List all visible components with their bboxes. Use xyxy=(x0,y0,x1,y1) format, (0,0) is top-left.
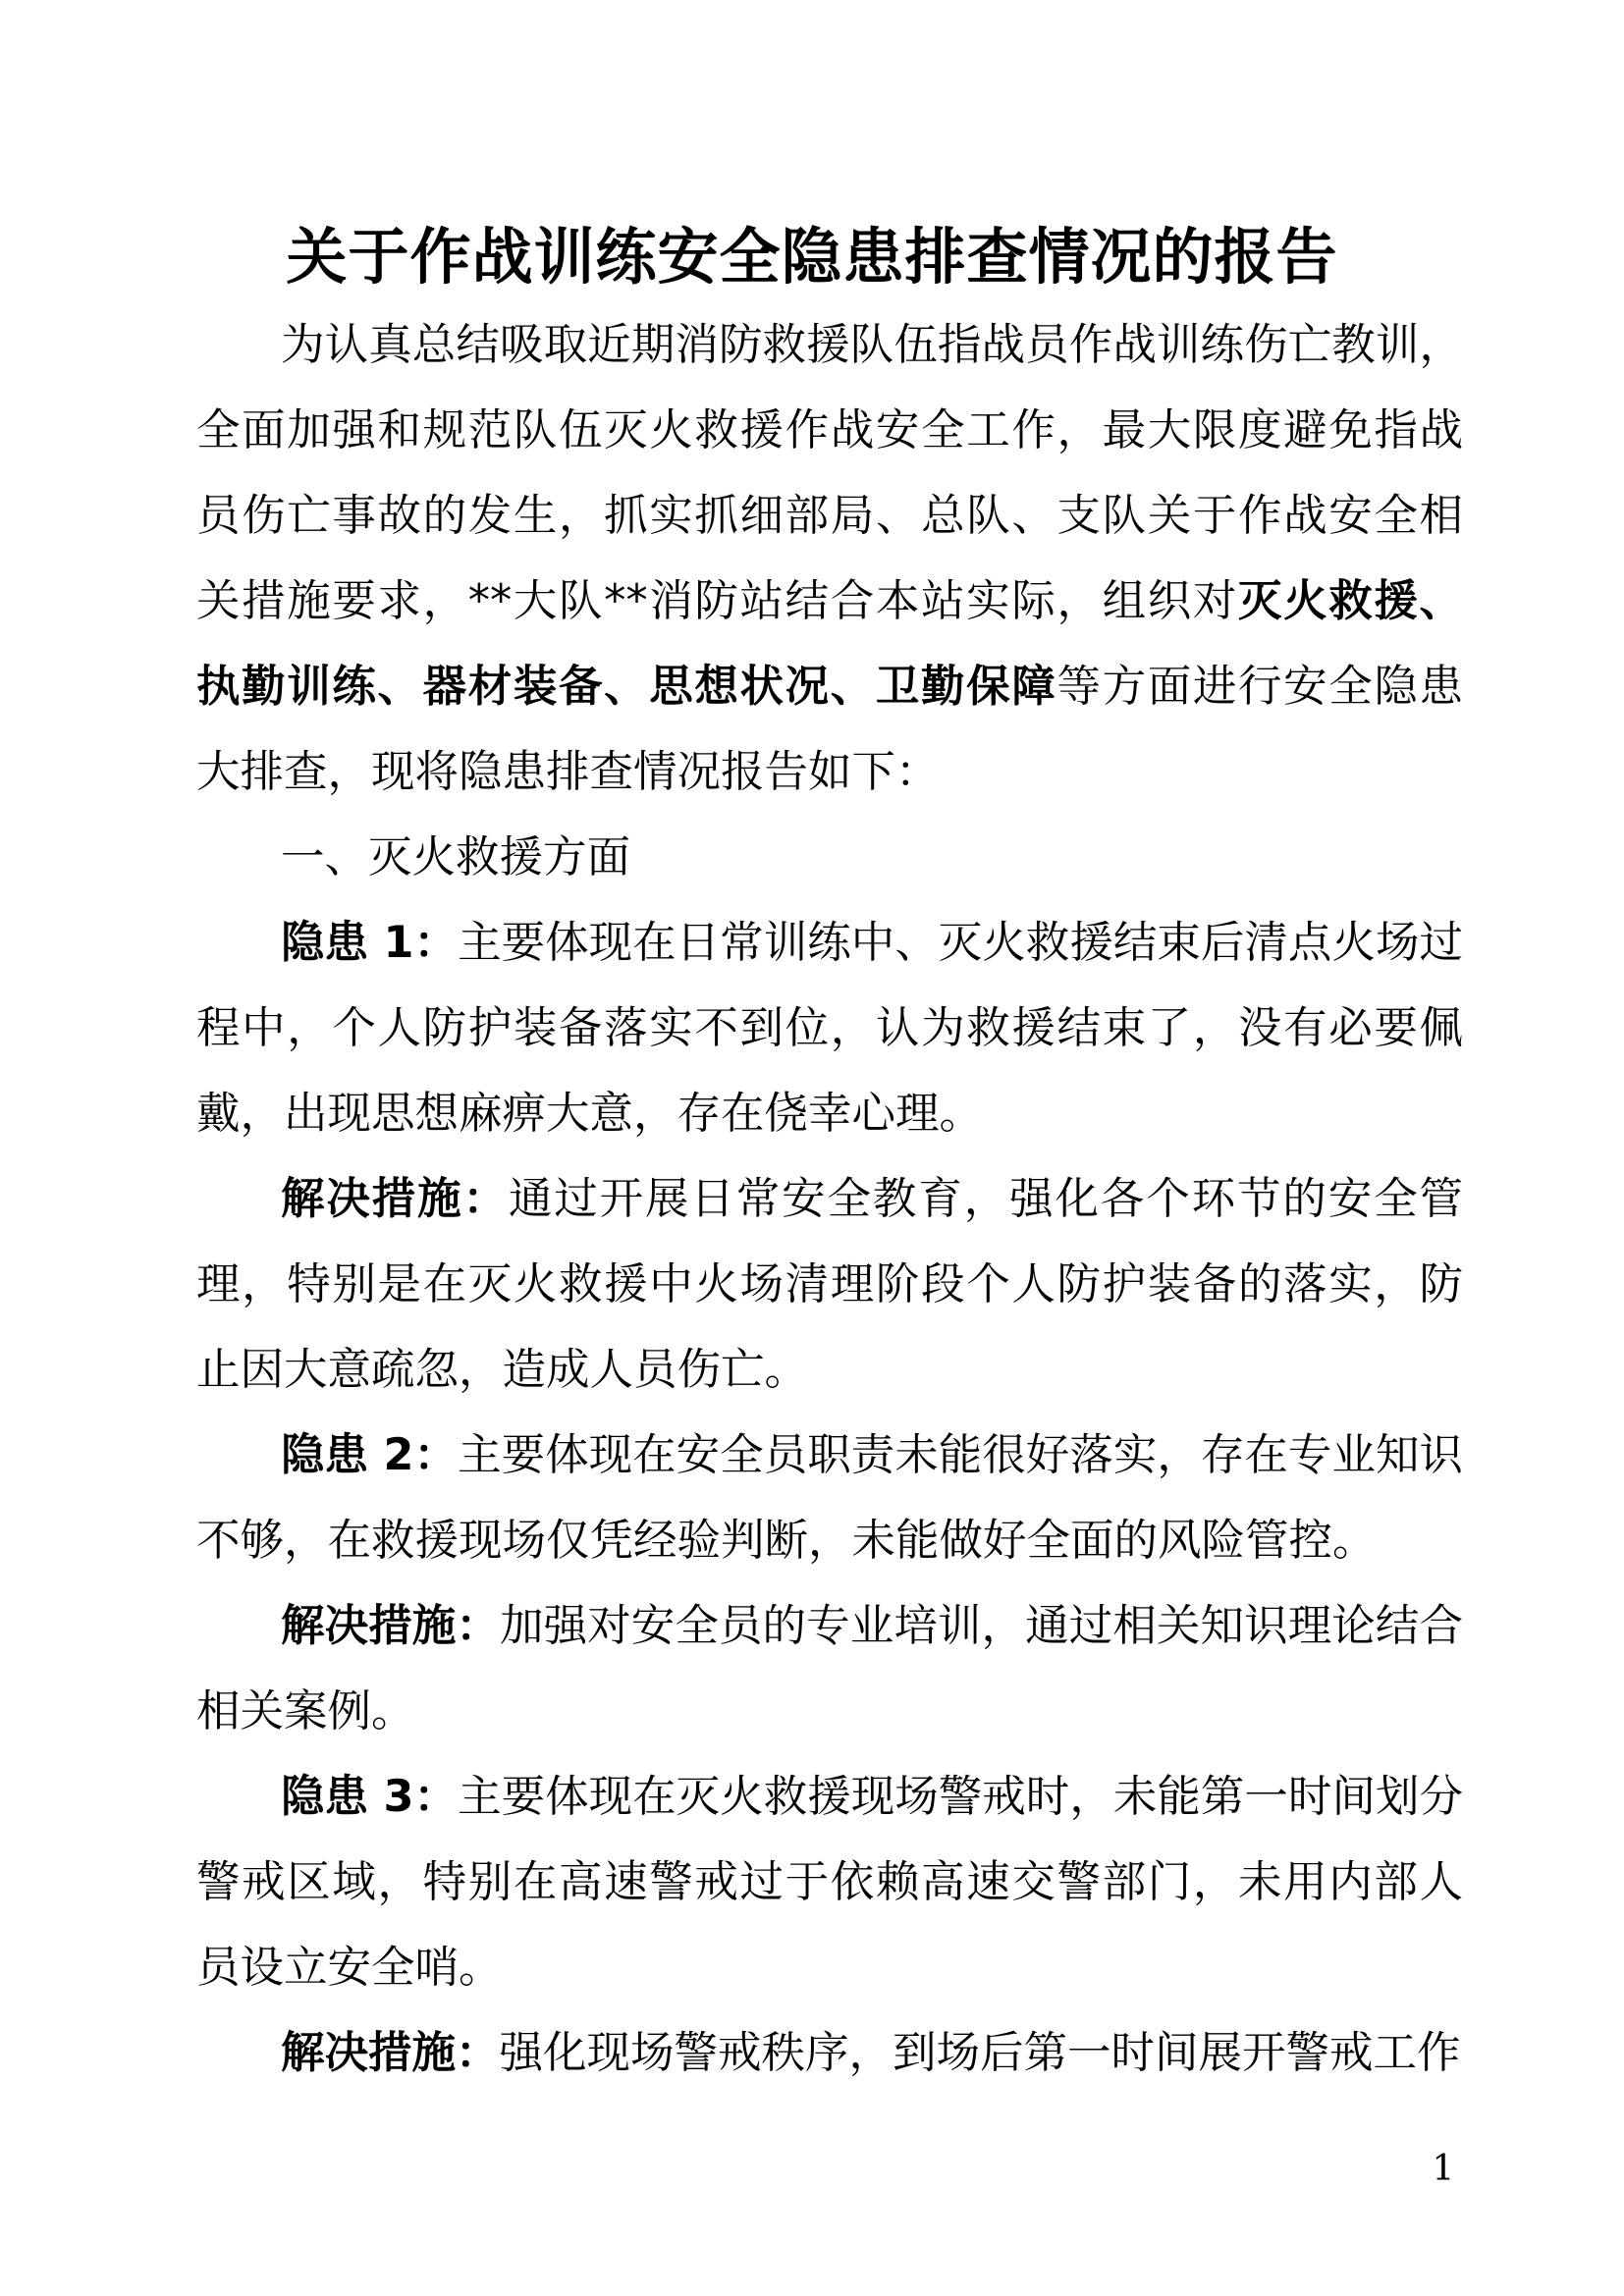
solution-paragraph xyxy=(196,2010,1463,2096)
hazard-text: 主要体现在灭火救援现场警戒时，未能第一时间划分警戒区域，特别在高速警戒过于依赖高速交警部门，未用内部人员设立安全哨。 xyxy=(196,1772,1463,1993)
hazard-label: 隐患 1： xyxy=(281,918,459,968)
intro-text-1: 为认真总结吸取近期消防救援队伍指战员作战训练伤亡教训，全面加强和规范队伍灭火救援作战安全工作，最大限度避免指战员伤亡事故的发生，抓实抓细部局、总队、支队关于作战安全相关措施要求，**大队**消防站结合本站实际，组织对 xyxy=(196,320,1463,626)
solution-text: 通过开展日常安全教育，强化各个环节的安全管理，特别是在灭火救援中火场清理阶段个人防护装备的落实，防止因大意疏忽，造成人员伤亡。 xyxy=(196,1174,1463,1395)
solution-paragraph xyxy=(196,1583,1463,1754)
hazard-text: 主要体现在日常训练中、灭火救援结束后清点火场过程中，个人防护装备落实不到位，认为救援结束了，没有必要佩戴，出现思想麻痹大意，存在侥幸心理。 xyxy=(196,918,1463,1139)
hazard-paragraph xyxy=(196,1754,1463,2010)
solution-label: 解决措施： xyxy=(281,1174,509,1224)
intro-text-2: 等方面进行安全隐患大排查，现将隐患排查情况报告如下： xyxy=(196,662,1463,797)
solution-label: 解决措施： xyxy=(281,1601,500,1651)
intro-paragraph xyxy=(196,302,1463,815)
solution-label: 解决措施： xyxy=(281,2028,500,2078)
page-number: 1 xyxy=(1432,2149,1455,2189)
section-heading: 一、灭火救援方面 xyxy=(281,832,631,882)
hazard-paragraph xyxy=(196,1413,1463,1583)
document-body xyxy=(196,302,1463,2096)
hazard-paragraph xyxy=(196,900,1463,1156)
solution-text: 强化现场警戒秩序，到场后第一时间展开警戒工作 xyxy=(499,2028,1461,2078)
hazard-label: 隐患 3： xyxy=(281,1772,459,1822)
solution-paragraph xyxy=(196,1156,1463,1413)
hazard-text: 主要体现在安全员职责未能很好落实，存在专业知识不够，在救援现场仅凭经验判断，未能做好全面的风险管控。 xyxy=(196,1430,1463,1566)
hazard-label: 隐患 2： xyxy=(281,1430,459,1480)
solution-text: 加强对安全员的专业培训，通过相关知识理论结合相关案例。 xyxy=(196,1601,1463,1736)
intro-bold-areas: 灭火救援、执勤训练、器材装备、思想状况、卫勤保障 xyxy=(196,576,1463,712)
document-title: 关于作战训练安全隐患排查情况的报告 xyxy=(286,221,1338,293)
